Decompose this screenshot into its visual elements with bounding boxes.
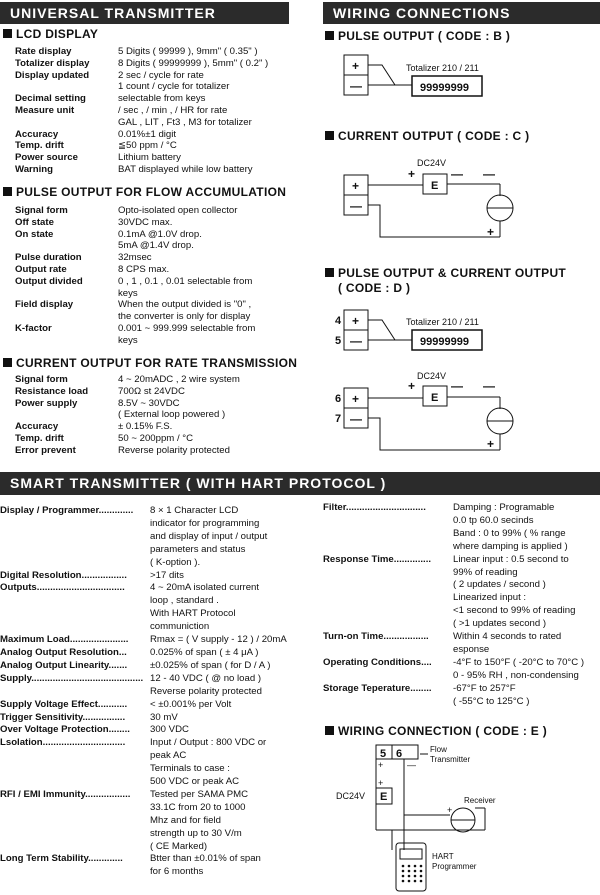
spec-row xyxy=(15,70,295,94)
spec-label: Temp. drift xyxy=(15,140,64,152)
spec-row xyxy=(15,129,295,141)
spec-value xyxy=(150,634,318,647)
hart-wiring-diagram xyxy=(330,740,600,895)
spec-value-line: 0.001 ~ 999.999 selectable from xyxy=(118,322,256,334)
spec-value-line: 5 Digits ( 99999 ), 9mm" ( 0.35" ) xyxy=(118,46,258,57)
plus-sign: + xyxy=(352,314,360,328)
spec-value-line: 2 sec / cycle for rate xyxy=(118,69,204,81)
spec-row xyxy=(15,421,295,433)
spec-value-line: 0.0 tp 60.0 secinds xyxy=(453,514,534,526)
spec-value-line: ≦50 ppm / °C xyxy=(118,140,177,152)
plus-sign: + xyxy=(487,437,495,451)
pulse-spec-list xyxy=(15,205,295,347)
spec-value-line: for 6 months xyxy=(150,866,204,878)
spec-row xyxy=(15,217,295,229)
spec-label: Pulse duration xyxy=(15,252,82,264)
wiring-b-title: PULSE OUTPUT ( CODE : B ) xyxy=(338,29,511,43)
spec-value xyxy=(118,152,295,164)
plus-sign: + xyxy=(408,379,416,393)
spec-value xyxy=(118,445,295,457)
spec-value-line: Band : 0 to 99% ( % range xyxy=(453,527,566,539)
spec-value xyxy=(118,229,295,253)
spec-value xyxy=(118,105,295,129)
spec-row xyxy=(15,374,295,386)
spec-value xyxy=(118,93,295,105)
spec-row xyxy=(0,737,318,789)
spec-value xyxy=(118,46,295,58)
spec-value-line: 32msec xyxy=(118,252,152,264)
spec-value-line: Opto-isolated open collector xyxy=(118,205,238,216)
spec-value-line: Linearized input : xyxy=(453,592,527,604)
spec-value-line: 8 CPS max. xyxy=(118,263,170,275)
spec-row xyxy=(323,554,600,631)
spec-value-line: 0.1mA @1.0V drop. xyxy=(118,228,202,240)
spec-value-line: When the output divided is "0" , xyxy=(118,299,252,311)
plus-sign: + xyxy=(352,59,360,73)
dc24v-label: DC24V xyxy=(336,791,366,801)
spec-value-line: 0.01%±1 digit xyxy=(118,128,177,140)
spec-value-line: ( K-option ). xyxy=(150,556,201,568)
minus-sign: — xyxy=(483,379,495,393)
spec-label: Field display xyxy=(15,299,74,311)
spec-value-line: Linear input : 0.5 second to xyxy=(453,553,569,565)
spec-label: Signal form xyxy=(15,374,68,385)
spec-row xyxy=(15,105,295,129)
spec-label: Filter.............................. xyxy=(323,502,426,513)
banner-universal-transmitter: UNIVERSAL TRANSMITTER xyxy=(0,2,289,24)
spec-label: Resistance load xyxy=(15,385,89,397)
bullet-square-icon xyxy=(3,29,12,38)
spec-label: Over Voltage Protection........ xyxy=(0,724,130,736)
spec-value xyxy=(150,673,318,699)
spec-value xyxy=(118,323,295,347)
flow-label: Flow xyxy=(430,745,447,754)
spec-value xyxy=(150,712,318,725)
spec-value-line: < ±0.001% per Volt xyxy=(150,698,232,710)
section-current-title: CURRENT OUTPUT FOR RATE TRANSMISSION xyxy=(16,356,298,370)
spec-row xyxy=(15,445,295,457)
banner-smart-transmitter: SMART TRANSMITTER ( WITH HART PROTOCOL ) xyxy=(0,472,600,495)
spec-value xyxy=(118,205,295,217)
spec-row xyxy=(15,299,295,323)
spec-value-line: BAT displayed while low battery xyxy=(118,163,253,175)
plus-sign: + xyxy=(378,778,384,788)
spec-value xyxy=(150,699,318,712)
spec-row xyxy=(15,140,295,152)
minus-sign: — xyxy=(451,379,463,393)
spec-value-line: 0 , 1 , 0.1 , 0.01 selectable from xyxy=(118,275,253,287)
spec-label: Rate display xyxy=(15,46,72,57)
plus-sign: + xyxy=(352,392,360,406)
spec-value-line: GAL , LIT , Ft3 , M3 for totalizer xyxy=(118,116,252,128)
wiring-d-code: ( CODE : D ) xyxy=(338,281,411,295)
spec-row xyxy=(15,229,295,253)
spec-value-line: <1 second to 99% of reading xyxy=(453,605,576,617)
bullet-square-icon xyxy=(3,358,12,367)
spec-value-line: keys xyxy=(118,287,138,299)
spec-value-line: 500 VDC or peak AC xyxy=(150,776,240,788)
minus-sign: — xyxy=(407,760,416,770)
spec-value xyxy=(150,570,318,583)
terminal-5-label: 5 xyxy=(335,335,342,347)
spec-row xyxy=(323,631,600,657)
spec-value xyxy=(118,433,295,445)
spec-value-line: ( External loop powered ) xyxy=(118,409,226,421)
spec-row xyxy=(0,570,318,583)
spec-value-line: parameters and status xyxy=(150,543,246,555)
spec-label: Output rate xyxy=(15,263,67,275)
spec-value xyxy=(118,374,295,386)
spec-row xyxy=(0,712,318,725)
plus-sign: + xyxy=(378,760,384,770)
spec-row xyxy=(0,660,318,673)
spec-value-line: esponse xyxy=(453,643,490,655)
transmitter-label: Transmitter xyxy=(430,755,471,764)
spec-row xyxy=(15,46,295,58)
spec-row xyxy=(323,683,600,709)
current-spec-list xyxy=(15,374,295,457)
spec-value-line: Reverse polarity protected xyxy=(150,685,262,697)
spec-row xyxy=(15,323,295,347)
spec-row xyxy=(0,582,318,634)
spec-value-line: Tested per SAMA PMC xyxy=(150,788,249,800)
spec-label: Storage Teperature........ xyxy=(323,682,432,694)
spec-value-line: ( -55°C to 125°C ) xyxy=(453,695,530,707)
plus-sign: + xyxy=(447,805,453,815)
spec-value-line: 8 Digits ( 99999999 ), 5mm" ( 0.2" ) xyxy=(118,57,269,69)
plus-sign: + xyxy=(408,167,416,181)
spec-label: Power supply xyxy=(15,397,78,409)
spec-value-line: 30 mV xyxy=(150,711,178,723)
spec-value-line: ±0.025% of span ( for D / A ) xyxy=(150,659,271,671)
spec-row xyxy=(0,673,318,699)
spec-label: Measure unit xyxy=(15,104,75,116)
spec-value xyxy=(118,252,295,264)
spec-value xyxy=(150,789,318,854)
spec-value-line: 700Ω st 24VDC xyxy=(118,385,185,397)
dc24v-label: DC24V xyxy=(417,371,447,381)
spec-value xyxy=(150,582,318,634)
section-pulse-output xyxy=(3,185,286,199)
spec-value-line: Lithium battery xyxy=(118,152,181,164)
spec-value xyxy=(118,164,295,176)
spec-row xyxy=(0,634,318,647)
terminal-6-label: 6 xyxy=(335,393,342,405)
spec-label: Display / Programmer............. xyxy=(0,505,134,516)
lcd-spec-list xyxy=(15,46,295,176)
spec-value-line: Damping : Programable xyxy=(453,502,555,513)
wiring-d-title: PULSE OUTPUT & CURRENT OUTPUT xyxy=(338,266,567,280)
spec-row xyxy=(0,853,318,879)
spec-label: Response Time.............. xyxy=(323,553,432,565)
spec-value-line: 8.5V ~ 30VDC xyxy=(118,397,180,409)
section-lcd-title: LCD DISPLAY xyxy=(16,27,99,41)
spec-row xyxy=(15,398,295,422)
spec-row xyxy=(15,164,295,176)
spec-value-line: ( >1 updates second ) xyxy=(453,618,547,630)
terminal-7-label: 7 xyxy=(335,413,342,425)
banner-wiring-connections: WIRING CONNECTIONS xyxy=(323,2,600,24)
totalizer-label: Totalizer 210 / 211 xyxy=(406,317,479,327)
totalizer-label: Totalizer 210 / 211 xyxy=(406,63,479,73)
wiring-diagrams xyxy=(300,45,600,470)
spec-value-line: ( 2 updates / second ) xyxy=(453,579,546,591)
spec-value-line: 0 - 95% RH , non-condensing xyxy=(453,669,579,681)
spec-value xyxy=(150,505,318,570)
spec-label: Supply.......................................... xyxy=(0,672,144,684)
spec-value-line: Input / Output : 800 VDC or xyxy=(150,737,267,749)
spec-label: Digital Resolution................. xyxy=(0,569,127,581)
spec-value-line: 33.1C from 20 to 1000 xyxy=(150,801,246,813)
spec-label: Off state xyxy=(15,216,54,228)
spec-value-line: peak AC xyxy=(150,750,187,762)
minus-sign: — xyxy=(350,334,362,348)
spec-value-line: ( CE Marked) xyxy=(150,840,208,852)
spec-value xyxy=(118,217,295,229)
spec-label: Display updated xyxy=(15,69,90,81)
spec-value xyxy=(118,140,295,152)
spec-value xyxy=(118,70,295,94)
spec-value-line: where damping is applied ) xyxy=(453,540,568,552)
spec-row xyxy=(15,93,295,105)
spec-value xyxy=(453,631,600,657)
spec-label: Supply Voltage Effect........... xyxy=(0,698,128,710)
minus-sign: — xyxy=(451,167,463,181)
spec-label: Accuracy xyxy=(15,421,59,433)
counter-value: 99999999 xyxy=(420,82,469,94)
spec-row xyxy=(15,433,295,445)
spec-value-line: the converter is only for display xyxy=(118,311,251,323)
spec-row xyxy=(15,152,295,164)
spec-label: Maximum Load...................... xyxy=(0,634,129,646)
spec-value xyxy=(150,737,318,789)
spec-label: Power source xyxy=(15,152,78,164)
spec-value-line: loop , standard . xyxy=(150,595,219,607)
section-lcd-display xyxy=(3,27,98,41)
hart-label: HART xyxy=(432,852,454,861)
receiver-label: Receiver xyxy=(464,796,496,805)
counter-value: 99999999 xyxy=(420,336,469,348)
spec-row xyxy=(323,502,600,554)
terminal-e-5: 5 xyxy=(380,748,387,760)
spec-value-line: Btter than ±0.01% of span xyxy=(150,853,261,865)
spec-label: Warning xyxy=(15,163,54,175)
spec-value-line: 0.025% of span ( ± 4 μA ) xyxy=(150,646,259,658)
spec-value xyxy=(453,502,600,554)
spec-value-line: 4 ~ 20mA isolated current xyxy=(150,582,260,594)
spec-label: Turn-on Time................. xyxy=(323,631,429,643)
spec-label: Error prevent xyxy=(15,444,76,456)
spec-label: Totalizer display xyxy=(15,57,90,69)
spec-value xyxy=(150,724,318,737)
spec-value xyxy=(453,683,600,709)
spec-value-line: indicator for programming xyxy=(150,517,260,529)
spec-value xyxy=(150,647,318,660)
minus-sign: — xyxy=(350,412,362,426)
spec-label: Temp. drift xyxy=(15,432,64,444)
spec-row xyxy=(15,58,295,70)
spec-value xyxy=(118,398,295,422)
spec-label: Output divided xyxy=(15,275,83,287)
spec-value-line: Reverse polarity protected xyxy=(118,444,230,456)
spec-label: Operating Conditions.... xyxy=(323,656,432,668)
spec-value xyxy=(118,129,295,141)
spec-row xyxy=(0,505,318,570)
spec-value-line: and display of input / output xyxy=(150,530,268,542)
spec-value xyxy=(118,299,295,323)
spec-label: Analog Output Resolution... xyxy=(0,646,127,658)
spec-value-line: keys xyxy=(118,334,138,346)
spec-row xyxy=(0,789,318,854)
spec-value-line: 50 ~ 200ppm / °C xyxy=(118,432,194,444)
spec-row xyxy=(0,647,318,660)
spec-label: Accuracy xyxy=(15,128,59,140)
spec-value-line: Terminals to case : xyxy=(150,763,230,775)
dc24v-label: DC24V xyxy=(417,158,447,168)
minus-sign: — xyxy=(483,167,495,181)
programmer-keypad-icon xyxy=(402,865,423,883)
spec-value xyxy=(453,554,600,631)
spec-value-line: 99% of reading xyxy=(453,566,518,578)
section-wiring-e xyxy=(325,724,547,738)
spec-value xyxy=(118,264,295,276)
terminal-4-label: 4 xyxy=(335,315,342,327)
spec-value xyxy=(118,276,295,300)
section-wiring-b xyxy=(325,29,510,43)
spec-value-line: -67°F to 257°F xyxy=(453,682,516,694)
spec-value-line: 30VDC max. xyxy=(118,216,173,228)
spec-value-line: selectable from keys xyxy=(118,93,206,105)
e-box-label: E xyxy=(431,180,439,192)
spec-label: Decimal setting xyxy=(15,93,86,105)
spec-value xyxy=(118,58,295,70)
spec-row xyxy=(0,724,318,737)
wiring-c-title: CURRENT OUTPUT ( CODE : C ) xyxy=(338,129,530,143)
bullet-square-icon xyxy=(325,31,334,40)
spec-value-line: 5mA @1.4V drop. xyxy=(118,240,194,252)
spec-value xyxy=(150,660,318,673)
spec-row xyxy=(15,205,295,217)
spec-value-line: 12 - 40 VDC ( @ no load ) xyxy=(150,672,262,684)
plus-sign: + xyxy=(487,225,495,239)
spec-label: K-factor xyxy=(15,322,52,334)
spec-label: Outputs................................. xyxy=(0,582,125,594)
spec-value-line: Mhz and for field xyxy=(150,814,221,826)
spec-value-line: ± 0.15% F.S. xyxy=(118,421,173,433)
spec-value-line: 4 ~ 20mADC , 2 wire system xyxy=(118,374,240,385)
spec-label: Long Term Stability............. xyxy=(0,853,123,865)
spec-row xyxy=(15,386,295,398)
programmer-label: Programmer xyxy=(432,862,477,871)
wiring-e-title: WIRING CONNECTION ( CODE : E ) xyxy=(338,724,547,738)
spec-value xyxy=(118,421,295,433)
spec-row xyxy=(15,252,295,264)
spec-label: Trigger Sensitivity................ xyxy=(0,711,126,723)
spec-value-line: 1 count / cycle for totalizer xyxy=(118,81,230,93)
spec-value-line: strength up to 30 V/m xyxy=(150,827,242,839)
spec-label: RFI / EMI Immunity................. xyxy=(0,788,131,800)
e-box-label: E xyxy=(431,392,439,404)
spec-row xyxy=(15,276,295,300)
spec-value-line: With HART Protocol xyxy=(150,608,236,620)
minus-sign: — xyxy=(350,79,362,93)
spec-value-line: 300 VDC xyxy=(150,724,189,736)
spec-value-line: / sec , / min , / HR for rate xyxy=(118,104,228,116)
spec-label: On state xyxy=(15,228,54,240)
plus-sign: + xyxy=(352,179,360,193)
spec-value-line: -4°F to 150°F ( -20°C to 70°C ) xyxy=(453,656,585,668)
spec-row xyxy=(0,699,318,712)
spec-value-line: Within 4 seconds to rated xyxy=(453,631,562,643)
spec-value-line: communiction xyxy=(150,621,210,633)
spec-row xyxy=(15,264,295,276)
minus-sign: — xyxy=(350,199,362,213)
section-pulse-title: PULSE OUTPUT FOR FLOW ACCUMULATION xyxy=(16,185,287,199)
bullet-square-icon xyxy=(3,187,12,196)
spec-value-line: 8 × 1 Character LCD xyxy=(150,505,239,516)
spec-value xyxy=(150,853,318,879)
section-current-output xyxy=(3,356,297,370)
bullet-square-icon xyxy=(325,726,334,735)
spec-value xyxy=(118,386,295,398)
spec-row xyxy=(323,657,600,683)
terminal-e-6: 6 xyxy=(396,748,403,760)
hart-spec-list-left xyxy=(0,505,318,879)
spec-value-line: >17 dits xyxy=(150,569,184,581)
spec-value-line: Rmax = ( V supply - 12 ) / 20mA xyxy=(150,634,287,646)
spec-label: Lsolation............................... xyxy=(0,737,126,749)
spec-value xyxy=(453,657,600,683)
e-box-label: E xyxy=(380,791,388,803)
spec-label: Signal form xyxy=(15,205,68,216)
spec-label: Analog Output Linearity....... xyxy=(0,659,128,671)
hart-spec-list-right xyxy=(323,502,600,709)
